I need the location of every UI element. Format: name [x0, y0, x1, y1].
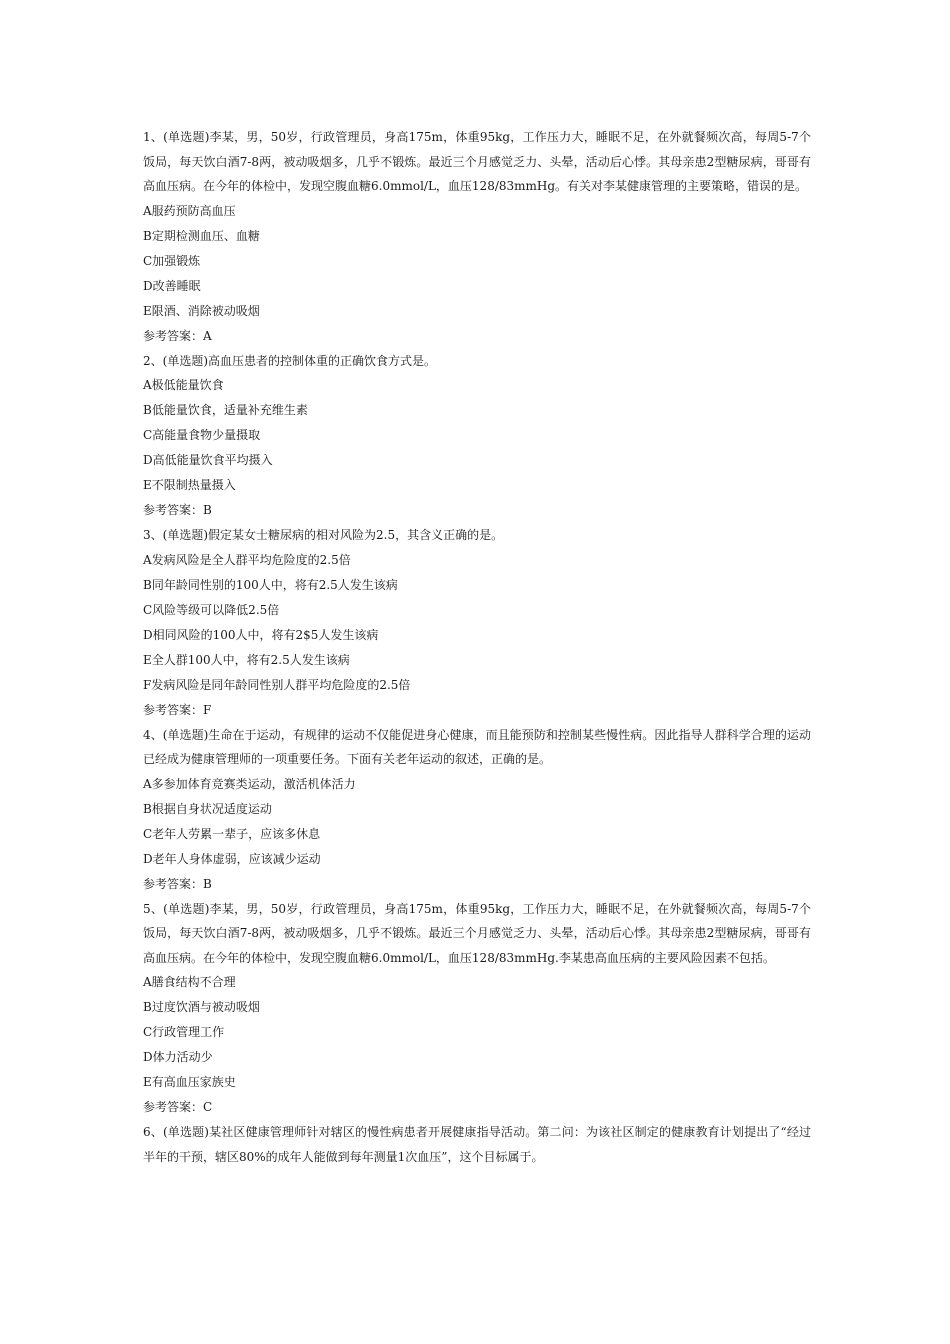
answer-option: B过度饮酒与被动吸烟 — [143, 1000, 260, 1014]
answer-option: C行政管理工作 — [143, 1025, 225, 1039]
reference-answer: 参考答案：B — [143, 503, 212, 517]
answer-option: D体力活动少 — [143, 1050, 213, 1064]
answer-option: C高能量食物少量摄取 — [143, 428, 261, 442]
answer-option: A多参加体育竞赛类运动，激活机体活力 — [143, 776, 356, 791]
document-page — [143, 125, 811, 1169]
answer-option: B根据自身状况适度运动 — [143, 801, 272, 816]
answer-option: C风险等级可以降低2.5倍 — [143, 602, 280, 617]
answer-option: A发病风险是全人群平均危险度的2.5倍 — [143, 552, 351, 567]
question-stem: 1、(单选题)李某，男，50岁，行政管理员，身高175m，体重95kg，工作压力大，睡眠不足，在外就餐频次高，每周5-7个饭局，每天饮白酒7-8两，被动吸烟多，几乎不锻炼。最近三个月感觉乏力、头晕，活动后心悸。其母亲患2型糖尿病，哥哥有高血压病。在今年的体检中，发现空腹血糖6.0mmol/L，血压128/83mmHg。有关对李某健康管理的主要策略，错误的是。 — [143, 130, 811, 193]
reference-answer: 参考答案：A — [143, 328, 212, 343]
answer-option: E不限制热量摄入 — [143, 478, 236, 492]
answer-option: C加强锻炼 — [143, 253, 201, 268]
answer-option: E全人群100人中，将有2.5人发生该病 — [143, 652, 350, 667]
answer-option: B同年龄同性别的100人中，将有2.5人发生该病 — [143, 577, 398, 592]
reference-answer: 参考答案：B — [143, 876, 212, 891]
answer-option: A极低能量饮食 — [143, 378, 224, 392]
answer-option: C老年人劳累一辈子，应该多休息 — [143, 826, 321, 841]
question-3 — [143, 523, 811, 723]
question-stem: 3、(单选题)假定某女士糖尿病的相对风险为2.5，其含义正确的是。 — [143, 528, 504, 542]
question-2 — [143, 349, 811, 524]
question-stem: 2、(单选题)高血压患者的控制体重的正确饮食方式是。 — [143, 353, 437, 368]
answer-option: A服药预防高血压 — [143, 203, 236, 218]
answer-option: B低能量饮食，适量补充维生素 — [143, 403, 308, 417]
reference-answer: 参考答案：F — [143, 702, 212, 717]
answer-option: A膳食结构不合理 — [143, 975, 236, 989]
answer-option: B定期检测血压、血糖 — [143, 228, 260, 243]
question-1 — [143, 125, 811, 349]
answer-option: D改善睡眠 — [143, 278, 201, 293]
answer-option: D相同风险的100人中，将有2$5人发生该病 — [143, 627, 379, 642]
question-6 — [143, 1120, 811, 1169]
answer-option: E限酒、消除被动吸烟 — [143, 303, 260, 318]
answer-option: D老年人身体虚弱，应该减少运动 — [143, 851, 321, 866]
question-stem: 6、(单选题)某社区健康管理师针对辖区的慢性病患者开展健康指导活动。第二问：为该社区制定的健康教育计划提出了“经过半年的干预，辖区80%的成年人能做到每年测量1次血压”，这个目标属于。 — [143, 1125, 811, 1164]
question-4 — [143, 723, 811, 897]
question-stem: 5、(单选题)李某，男，50岁，行政管理员，身高175m，体重95kg，工作压力大，睡眠不足，在外就餐频次高，每周5-7个饭局，每天饮白酒7-8两，被动吸烟多，几乎不锻炼。最近三个月感觉乏力、头晕，活动后心悸。其母亲患2型糖尿病，哥哥有高血压病。在今年的体检中，发现空腹血糖6.0mmol/L，血压128/83mmHg.李某患高血压病的主要风险因素不包括。 — [143, 901, 811, 965]
answer-option: E有高血压家族史 — [143, 1075, 236, 1089]
answer-option: D高低能量饮食平均摄入 — [143, 453, 273, 467]
question-5 — [143, 897, 811, 1121]
reference-answer: 参考答案：C — [143, 1100, 213, 1114]
answer-option: F发病风险是同年龄同性别人群平均危险度的2.5倍 — [143, 677, 411, 692]
question-stem: 4、(单选题)生命在于运动，有规律的运动不仅能促进身心健康，而且能预防和控制某些慢性病。因此指导人群科学合理的运动已经成为健康管理师的一项重要任务。下面有关老年运动的叙述，正确的是。 — [143, 727, 811, 766]
